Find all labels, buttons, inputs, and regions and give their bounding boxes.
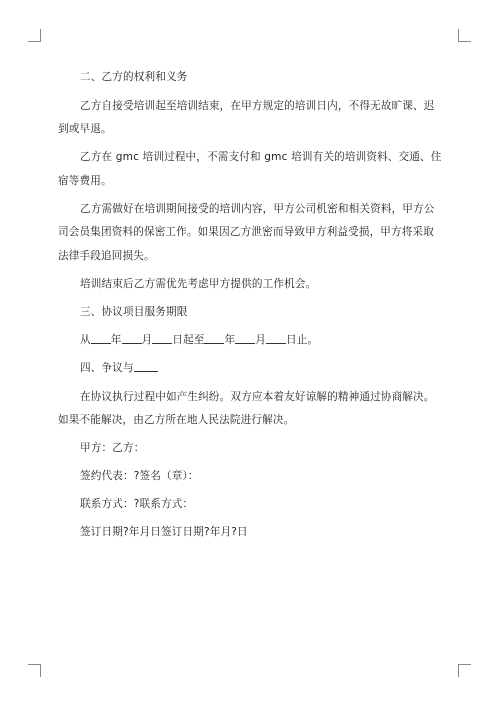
signature-date: 签订日期?年月日签订日期?年月?日: [80, 526, 248, 538]
section-2-heading: 二、乙方的权利和义务: [80, 71, 188, 83]
term-day-blank-1: [152, 331, 172, 344]
term-year-1: 年: [110, 334, 122, 346]
section-2-paragraph-attendance: 乙方自接受培训起至培训结束，在甲方规定的培训日内，不得无故旷课、迟到或早退。: [58, 99, 435, 135]
crop-mark-bottom-left: [28, 664, 41, 677]
signature-representative: 签约代表：?签名（章）：: [80, 470, 199, 482]
term-year-blank-2: [204, 331, 224, 344]
section-2-paragraph-confidentiality: 乙方需做好在培训期间接受的培训内容，甲方公司机密和相关资料，甲方公司会员集团资料的保密工作。如果因乙方泄密而导致甲方利益受损，甲方将采取法律手段追回损失。: [58, 202, 435, 262]
term-month-blank-2: [235, 331, 255, 344]
term-year-2: 年: [224, 334, 236, 346]
term-day-1: 日起至: [172, 334, 205, 346]
section-4-heading-text: 四、争议与: [80, 362, 134, 374]
crop-mark-top-left: [28, 29, 41, 42]
signature-contact: 联系方式：?联系方式：: [80, 498, 194, 510]
document-body: [58, 66, 444, 549]
section-2-paragraph-job-offer: 培训结束后乙方需优先考虑甲方提供的工作机会。: [80, 277, 317, 290]
section-4-heading-blank: [134, 359, 158, 372]
service-term-line: [58, 329, 444, 353]
section-4-paragraph-dispute: 在协议执行过程中如产生纠纷。双方应本着友好谅解的精神通过协商解决。如果不能解决，由乙方所在地人民法院进行解决。: [58, 390, 435, 426]
crop-mark-top-right: [458, 29, 471, 42]
term-month-1: 月: [141, 334, 153, 346]
section-4-heading: [58, 357, 444, 381]
term-from: 从: [80, 334, 91, 346]
term-day-blank-2: [266, 331, 286, 344]
term-month-blank-1: [122, 331, 142, 344]
term-day-2: 日止。: [285, 334, 319, 346]
section-3-heading: 三、协议项目服务期限: [80, 305, 188, 318]
section-2-paragraph-fees: 乙方在 gmc 培训过程中，不需支付和 gmc 培训有关的培训资料、交通、住宿等费用。: [58, 151, 442, 187]
term-year-blank-1: [91, 331, 111, 344]
term-month-2: 月: [255, 334, 266, 346]
signature-parties: 甲方：乙方：: [80, 442, 145, 454]
crop-mark-bottom-right: [458, 664, 471, 677]
